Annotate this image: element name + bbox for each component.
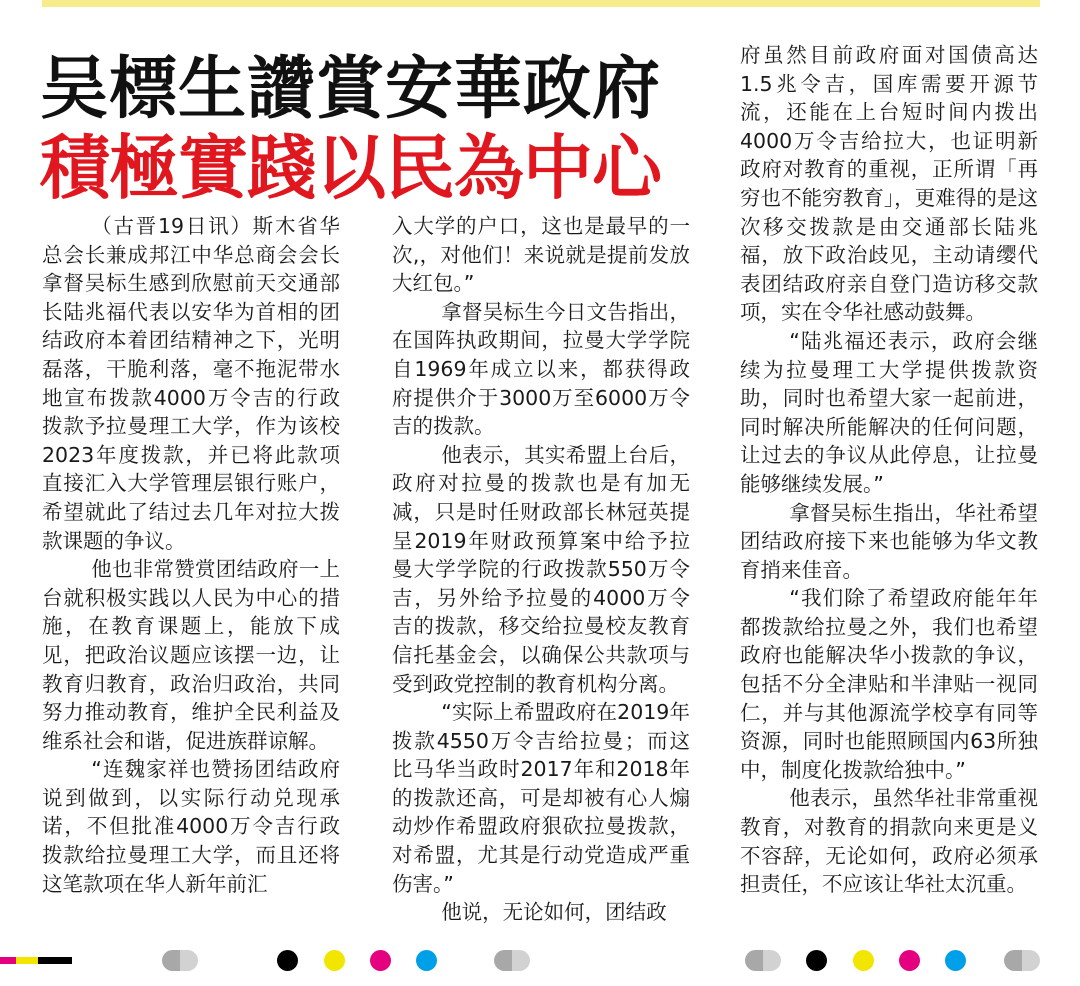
paragraph: 拿督吴标生今日文告指出，在国阵执政期间，拉曼大学学院自1969年成立以来，都获得政府提供介于3000万至6000万令吉的拨款。 bbox=[392, 299, 690, 439]
yellow-registration-dot bbox=[324, 950, 345, 971]
cyan-registration-dot bbox=[945, 950, 966, 971]
paragraph: 他表示，虽然华社非常重视教育，对教育的捐款向来更是义不容辞，无论如何，政府必须承担责任，不应该让华社太沉重。 bbox=[740, 786, 1038, 897]
paragraph: 他表示，其实希盟上台后，政府对拉曼的拨款也是有加无减，只是时任财政部长林冠英提呈2019年财政预算案中给予拉曼大学学院的行政拨款550万令吉，另外给予拉曼的4000万令吉的拨款，移交给拉曼校友教育信托基金会，以确保公共款项与受到政党控制的教育机构分离。 bbox=[392, 442, 690, 696]
article-column-1 bbox=[42, 212, 340, 898]
paragraph: “连魏家祥也赞扬团结政府说到做到，以实际行动兑现承诺，不但批准4000万令吉行政拨款给拉曼理工大学，而且还将这笔款项在华人新年前汇 bbox=[42, 757, 340, 896]
article-column-3 bbox=[740, 41, 1038, 899]
paragraph: 入大学的户口，这也是最早的一次,，对他们！来说就是提前发放大红包。” bbox=[392, 214, 690, 296]
paragraph: “我们除了希望政府能年年都拨款给拉曼之外，我们也希望政府也能解决华小拨款的争议，包括不分全津贴和半津贴一视同仁，并与其他源流学校享有同等资源，同时也能照顾国内63所独中，制度化拨款给独中。” bbox=[740, 586, 1038, 782]
article-column-2 bbox=[392, 212, 690, 927]
magenta-registration-dot bbox=[370, 950, 391, 971]
black-registration-dot bbox=[806, 950, 827, 971]
magenta-registration-dot bbox=[899, 950, 920, 971]
paragraph: 府虽然目前政府面对国债高达1.5兆令吉，国库需要开源节流，还能在上台短时间内拨出4000万令吉给拉大，也证明新政府对教育的重视，正所谓「再穷也不能穷教育」，更难得的是这次移交拨款是由交通部长陆兆福，放下政治歧见，主动请缨代表团结政府亲自登门造访移交款项，实在令华社感动鼓舞。 bbox=[740, 43, 1038, 325]
registration-marks bbox=[0, 950, 1080, 972]
paragraph: 拿督吴标生指出，华社希望团结政府接下来也能够为华文教育捎来佳音。 bbox=[740, 500, 1038, 582]
paragraph: 他也非常赞赏团结政府一上台就积极实践以人民为中心的措施，在教育课题上，能放下成见，把政治议题应该摆一边，让教育归教育，政治归政治，共同努力推动教育，维护全民利益及维系社会和谐，促进族群谅解。 bbox=[42, 557, 340, 753]
gray-registration-pill bbox=[745, 950, 781, 971]
gray-registration-pill bbox=[494, 950, 530, 971]
paragraph: “实际上希盟政府在2019年拨款4550万令吉给拉曼；而这比马华当政时2017年和2018年的拨款还高，可是却被有心人煽动炒作希盟政府狠砍拉曼拨款，对希盟，尤其是行动党造成严重伤害。” bbox=[392, 700, 690, 896]
paragraph: （古晋19日讯）斯木省华总会长兼成邦江中华总商会会长拿督吴标生感到欣慰前天交通部长陆兆福代表以安华为首相的团结政府本着团结精神之下，光明磊落，干脆利落，毫不拖泥带水地宣布拨款4000万令吉的行政拨款予拉曼理工大学，作为该校2023年度拨款，并已将此款项直接汇入大学管理层银行账户，希望就此了结过去几年对拉大拨款课题的争议。 bbox=[42, 214, 340, 553]
paragraph: “陆兆福还表示，政府会继续为拉曼理工大学提供拨款资助，同时也希望大家一起前进，同时解决所能解决的任何问题，让过去的争议从此停息，让拉曼能够继续发展。” bbox=[740, 328, 1038, 496]
black-registration-dot bbox=[277, 950, 298, 971]
gray-registration-pill bbox=[162, 950, 198, 971]
subheadline: 積極實踐以民為中心 bbox=[40, 126, 661, 209]
headline: 吴標生讚賞安華政府 bbox=[40, 50, 662, 129]
cyan-registration-dot bbox=[416, 950, 437, 971]
yellow-registration-dot bbox=[853, 950, 874, 971]
top-accent-bar bbox=[42, 0, 1040, 7]
paragraph: 他说，无论如何，团结政 bbox=[441, 900, 667, 925]
gray-registration-pill bbox=[1004, 950, 1040, 971]
